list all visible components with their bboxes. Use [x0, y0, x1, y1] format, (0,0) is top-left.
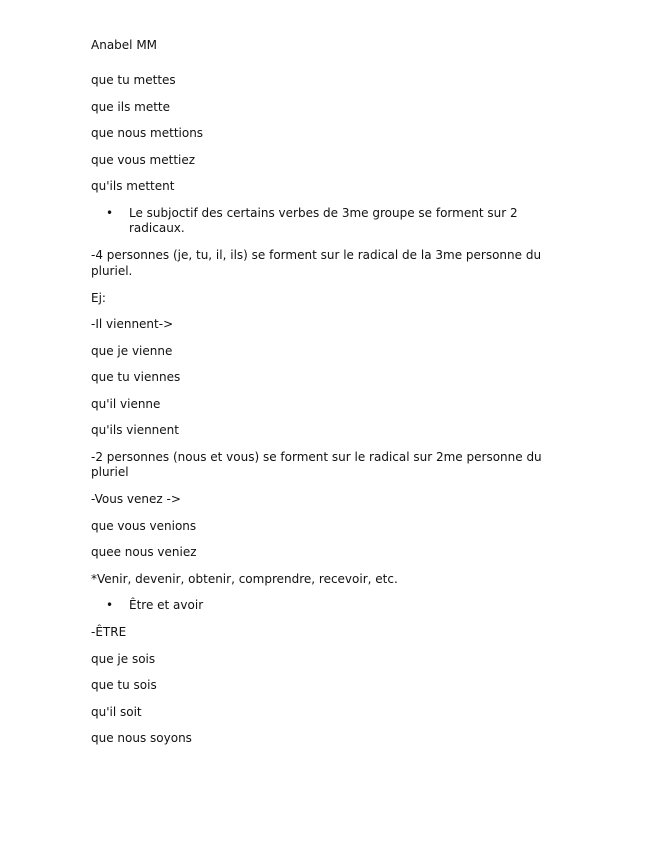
conjugation-line: que tu mettes [91, 73, 176, 87]
conjugation-line: que je vienne [91, 343, 173, 358]
verb-list-note: *Venir, devenir, obtenir, comprendre, recevoir, etc. [91, 571, 398, 586]
conjugation-line: quee nous veniez [91, 545, 197, 559]
conjugation-line: que ils mette [91, 99, 171, 114]
conjugation-line: -Vous venez -> [91, 492, 181, 506]
section-label: -ÊTRE [91, 625, 127, 639]
conjugation-line: que tu sois [91, 678, 157, 692]
bullet-text: Être et avoir [129, 598, 204, 612]
rule-paragraph: -4 personnes (je, tu, il, ils) se forment sur le radical de la 3me personne du pluriel. [91, 248, 542, 278]
conjugation-line: que je sois [91, 651, 156, 666]
bullet-dot-icon: • [106, 205, 114, 220]
document-page [91, 38, 551, 758]
bullet-item [91, 206, 551, 237]
conjugation-line: que nous mettions [91, 126, 204, 140]
conjugation-line: qu'il vienne [91, 396, 161, 411]
rule-paragraph: -2 personnes (nous et vous) se forment sur le radical sur 2me personne du pluriel [91, 449, 542, 479]
conjugation-line: que tu viennes [91, 370, 181, 384]
author-name: Anabel MM [91, 38, 158, 52]
example-label: Ej: [91, 290, 106, 305]
conjugation-line: que vous venions [91, 518, 197, 533]
conjugation-line: qu'il soit [91, 704, 142, 719]
bullet-text: Le subjoctif des certains verbes de 3me groupe se forment sur 2 radicaux. [129, 205, 518, 235]
conjugation-line: qu'ils viennent [91, 423, 179, 437]
bullet-item [91, 598, 551, 614]
bullet-dot-icon: • [106, 598, 114, 612]
conjugation-line: qu'ils mettent [91, 179, 175, 193]
conjugation-line: que nous soyons [91, 731, 192, 745]
conjugation-line: que vous mettiez [91, 152, 196, 167]
conjugation-line: -Il viennent-> [91, 317, 174, 331]
